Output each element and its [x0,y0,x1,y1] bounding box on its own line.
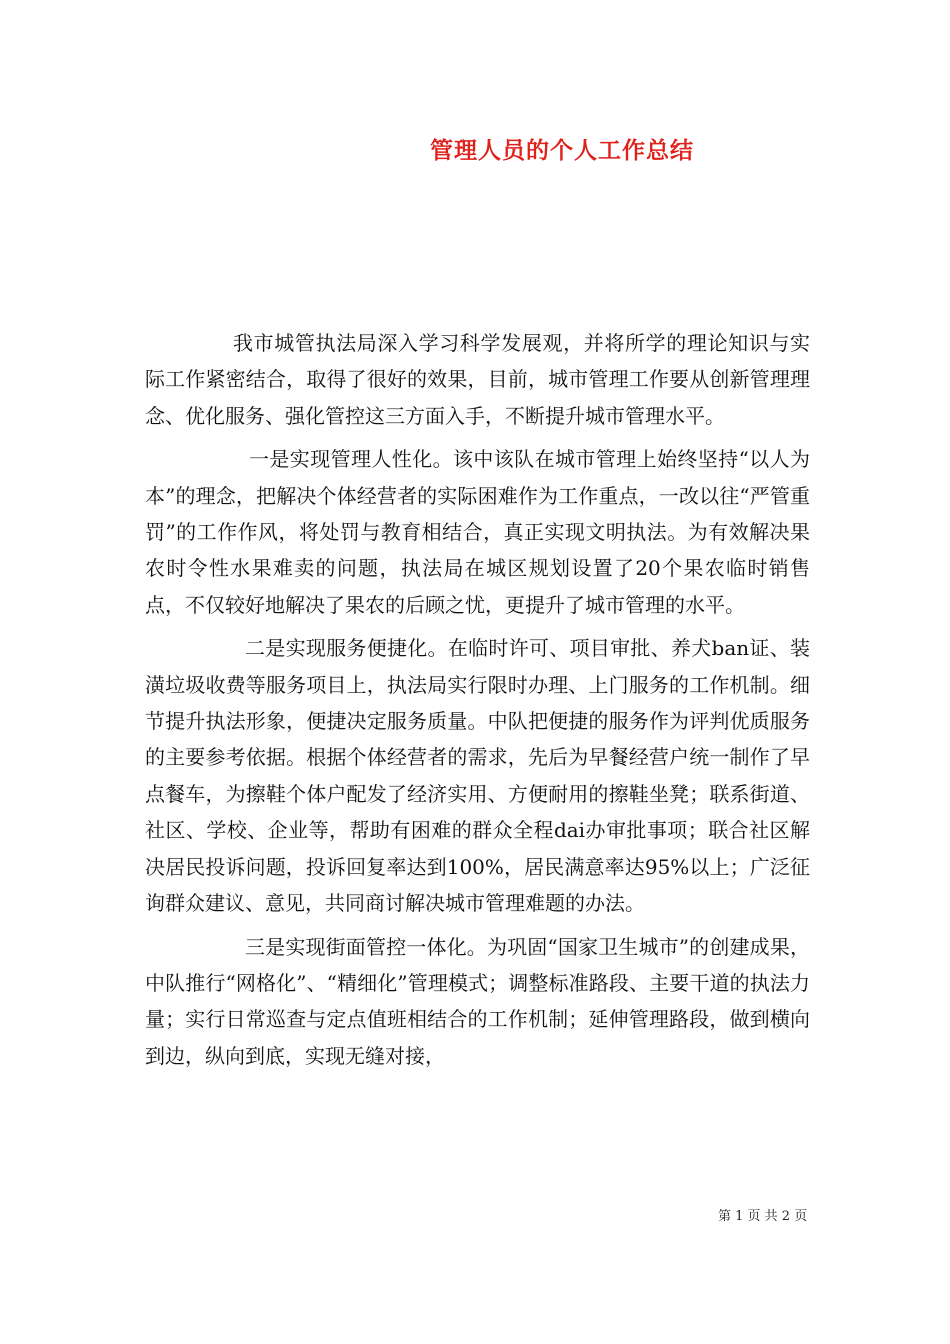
paragraph-service: 二是实现服务便捷化。在临时许可、项目审批、养犬ban证、装潢垃圾收费等服务项目上，执法局实行限时办理、上门服务的工作机制。细节提升执法形象，便捷决定服务质量。中队把便捷的服务作为评判优质服务的主要参考依据。根据个体经营者的需求，先后为早餐经营户统一制作了早点餐车，为擦鞋个体户配发了经济实用、方便耐用的擦鞋坐凳；联系街道、社区、学校、企业等，帮助有困难的群众全程dai办审批事项；联合社区解决居民投诉问题，投诉回复率达到100%，居民满意率达95%以上；广泛征询群众建议、意见，共同商讨解决城市管理难题的办法。 [145,636,810,916]
paragraph-management: 一是实现管理人性化。该中该队在城市管理上始终坚持“以人为本”的理念，把解决个体经营者的实际困难作为工作重点，一改以往“严管重罚”的工作作风，将处罚与教育相结合，真正实现文明执法。为有效解决果农时令性水果难卖的问题，执法局在城区规划设置了20个果农临时销售点，不仅较好地解决了果农的后顾之忧，更提升了城市管理的水平。 [145,447,810,617]
document-body [145,325,810,1081]
paragraph-intro: 我市城管执法局深入学习科学发展观，并将所学的理论知识与实际工作紧密结合，取得了很好的效果，目前，城市管理工作要从创新管理理念、优化服务、强化管控这三方面入手，不断提升城市管理水平。 [145,331,810,428]
page-number-footer: 第 1 页 共 2 页 [718,1209,808,1224]
document-title: 管理人员的个人工作总结 [430,137,694,164]
paragraph-street-control: 三是实现街面管控一体化。为巩固“国家卫生城市”的创建成果，中队推行“网格化”、“精细化”管理模式；调整标准路段、主要干道的执法力量；实行日常巡查与定点值班相结合的工作机制；延伸管理路段，做到横向到边，纵向到底，实现无缝对接， [145,934,810,1068]
